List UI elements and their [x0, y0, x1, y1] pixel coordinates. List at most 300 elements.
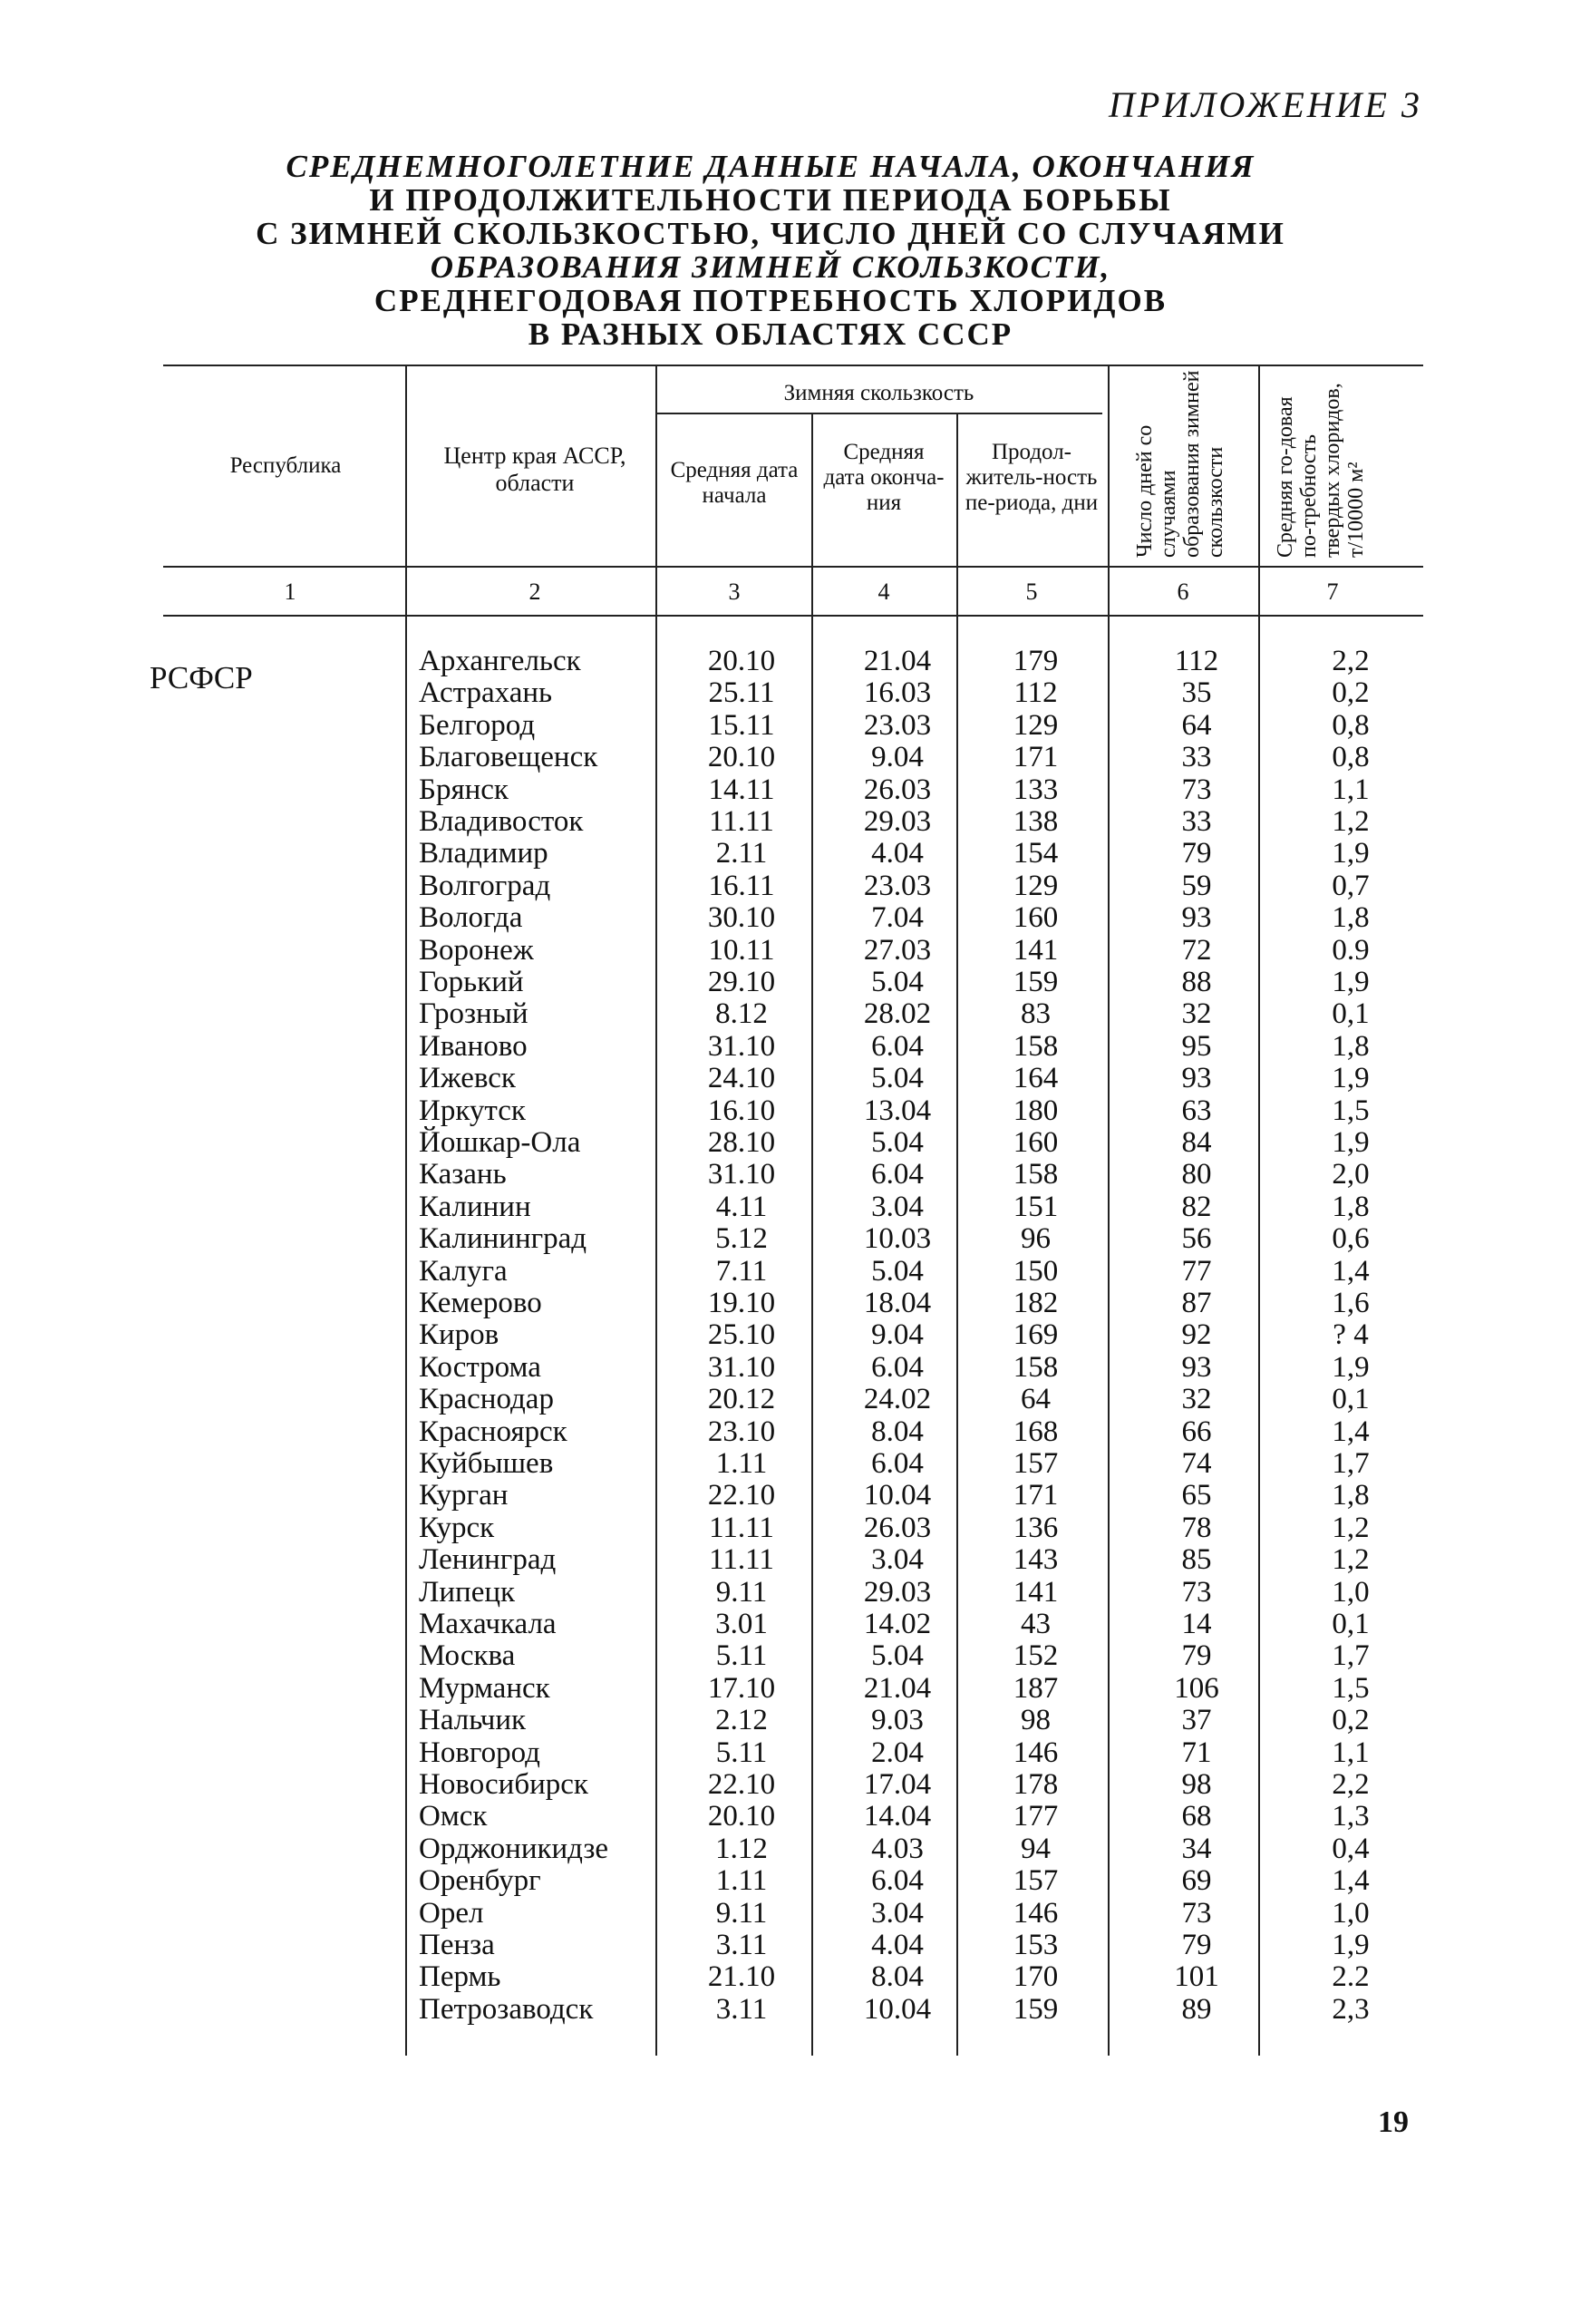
- duration-cell: 141: [1013, 933, 1059, 967]
- end-date-cell: 23.03: [863, 708, 932, 742]
- header-winter-slipperiness: Зимняя скользкость: [783, 381, 974, 405]
- start-date-cell: 14.11: [708, 773, 775, 806]
- end-date-cell: 26.03: [863, 1511, 932, 1544]
- chloride-need-cell: 1,9: [1332, 1062, 1370, 1095]
- days-count-cell: 98: [1181, 1768, 1212, 1801]
- republic-label: РСФСР: [150, 660, 253, 695]
- start-date-cell: 11.11: [709, 805, 774, 838]
- duration-cell: 187: [1013, 1671, 1059, 1705]
- title-line: И ПРОДОЛЖИТЕЛЬНОСТИ ПЕРИОДА БОРЬБЫ: [369, 182, 1172, 218]
- chloride-need-cell: 0,1: [1332, 997, 1370, 1031]
- chloride-need-cell: 1,8: [1332, 1190, 1370, 1223]
- city-cell: Курск: [419, 1511, 495, 1544]
- end-date-cell: 13.04: [863, 1094, 932, 1127]
- chloride-need-cell: 1,4: [1332, 1864, 1370, 1898]
- duration-cell: 133: [1013, 773, 1059, 806]
- end-date-cell: 6.04: [871, 1864, 924, 1898]
- start-date-cell: 21.10: [707, 1960, 776, 1994]
- city-cell: Иркутск: [419, 1094, 526, 1127]
- end-date-cell: 29.03: [863, 1575, 932, 1609]
- city-cell: Киров: [419, 1318, 499, 1352]
- table-row: [0, 1062, 1590, 1094]
- start-date-cell: 11.11: [709, 1543, 774, 1577]
- appendix-label: ПРИЛОЖЕНИЕ 3: [1109, 84, 1422, 125]
- start-date-cell: 9.11: [715, 1896, 768, 1930]
- chloride-need-cell: 0,1: [1332, 1383, 1370, 1416]
- end-date-cell: 4.03: [871, 1832, 924, 1865]
- table-row: [0, 1864, 1590, 1897]
- duration-cell: 129: [1013, 708, 1059, 742]
- end-date-cell: 24.02: [863, 1383, 932, 1416]
- start-date-cell: 20.10: [707, 1800, 776, 1833]
- duration-cell: 158: [1013, 1158, 1059, 1191]
- days-count-cell: 59: [1181, 869, 1212, 902]
- city-cell: Владивосток: [419, 805, 584, 838]
- duration-cell: 159: [1013, 1992, 1059, 2026]
- colnum-5: 5: [1025, 579, 1038, 605]
- duration-cell: 179: [1013, 645, 1059, 677]
- city-cell: Горький: [419, 966, 524, 998]
- header-bottom-rule: [163, 566, 1423, 568]
- table-row: [0, 1415, 1590, 1448]
- city-cell: Ленинград: [419, 1543, 557, 1577]
- colnum-1: 1: [284, 579, 296, 605]
- colnum-6: 6: [1177, 579, 1189, 605]
- colnum-bottom-rule: [163, 615, 1423, 617]
- start-date-cell: 31.10: [707, 1158, 776, 1191]
- chloride-need-cell: 1,5: [1332, 1671, 1370, 1705]
- table-row: [0, 1929, 1590, 1961]
- duration-cell: 164: [1013, 1062, 1059, 1095]
- table-row: [0, 1191, 1590, 1223]
- duration-cell: 152: [1013, 1639, 1059, 1673]
- chloride-need-cell: 1,1: [1332, 773, 1370, 806]
- duration-cell: 169: [1013, 1318, 1059, 1352]
- end-date-cell: 9.04: [871, 1318, 924, 1352]
- days-count-cell: 92: [1181, 1318, 1212, 1352]
- table-row: [0, 870, 1590, 902]
- duration-cell: 129: [1013, 869, 1059, 902]
- days-count-cell: 63: [1181, 1094, 1212, 1127]
- city-cell: Москва: [419, 1639, 516, 1673]
- city-cell: Пенза: [419, 1929, 495, 1961]
- page-number: 19: [1378, 2105, 1409, 2139]
- table-row: [0, 837, 1590, 870]
- table-row: [0, 1383, 1590, 1415]
- duration-cell: 158: [1013, 1350, 1059, 1384]
- start-date-cell: 22.10: [707, 1768, 776, 1801]
- end-date-cell: 8.04: [871, 1960, 924, 1994]
- end-date-cell: 10.04: [863, 1992, 932, 2026]
- duration-cell: 157: [1013, 1447, 1059, 1480]
- city-cell: Красноярск: [419, 1415, 567, 1448]
- end-date-cell: 18.04: [863, 1287, 932, 1319]
- city-cell: Новгород: [419, 1736, 540, 1769]
- table-row: [0, 1672, 1590, 1705]
- colnum-3: 3: [728, 579, 741, 605]
- chloride-need-cell: 1,8: [1332, 1029, 1370, 1063]
- duration-cell: 64: [1021, 1383, 1051, 1416]
- end-date-cell: 26.03: [863, 773, 932, 806]
- table-row: [0, 1800, 1590, 1833]
- title-line: СРЕДНЕМНОГОЛЕТНИЕ ДАННЫЕ НАЧАЛА, ОКОНЧАНИЯ: [286, 149, 1256, 184]
- duration-cell: 160: [1013, 901, 1059, 935]
- group-rule: [655, 413, 1102, 414]
- table-row: [0, 1447, 1590, 1480]
- chloride-need-cell: 1,7: [1332, 1447, 1370, 1480]
- days-count-cell: 95: [1181, 1029, 1212, 1063]
- days-count-cell: 34: [1181, 1832, 1212, 1865]
- end-date-cell: 8.04: [871, 1415, 924, 1448]
- chloride-need-cell: 1,1: [1332, 1736, 1370, 1769]
- table-row: [0, 1512, 1590, 1544]
- header-center: Центр края АССР, области: [443, 442, 626, 496]
- table-row: [0, 934, 1590, 967]
- chloride-need-cell: 2,3: [1332, 1992, 1370, 2026]
- duration-cell: 180: [1013, 1094, 1059, 1127]
- duration-cell: 154: [1013, 837, 1059, 870]
- chloride-need-cell: 1,4: [1332, 1254, 1370, 1288]
- table-row: [0, 1897, 1590, 1930]
- city-cell: Калинин: [419, 1190, 531, 1223]
- duration-cell: 168: [1013, 1415, 1059, 1448]
- table-row: [0, 1833, 1590, 1865]
- end-date-cell: 6.04: [871, 1350, 924, 1384]
- chloride-need-cell: 1,6: [1332, 1287, 1370, 1319]
- chloride-need-cell: 1,8: [1332, 1479, 1370, 1512]
- days-count-cell: 112: [1174, 645, 1219, 677]
- title-line: СРЕДНЕГОДОВАЯ ПОТРЕБНОСТЬ ХЛОРИДОВ: [373, 283, 1168, 318]
- title-line: С ЗИМНЕЙ СКОЛЬЗКОСТЬЮ, ЧИСЛО ДНЕЙ СО СЛУЧАЯМИ: [256, 216, 1285, 251]
- start-date-cell: 3.01: [715, 1608, 768, 1640]
- table-row: [0, 676, 1590, 709]
- chloride-need-cell: 1,9: [1332, 1929, 1370, 1961]
- chloride-need-cell: 1,0: [1332, 1896, 1370, 1930]
- duration-cell: 157: [1013, 1864, 1059, 1898]
- start-date-cell: 25.10: [707, 1318, 776, 1352]
- city-cell: Нальчик: [419, 1704, 527, 1737]
- end-date-cell: 16.03: [863, 676, 932, 710]
- chloride-need-cell: 0,8: [1332, 741, 1370, 774]
- end-date-cell: 10.04: [863, 1479, 932, 1512]
- days-count-cell: 88: [1181, 966, 1212, 998]
- start-date-cell: 22.10: [707, 1479, 776, 1512]
- chloride-need-cell: 0,8: [1332, 708, 1370, 742]
- days-count-cell: 72: [1181, 933, 1212, 967]
- table-row: [0, 1576, 1590, 1609]
- chloride-need-cell: 2,2: [1332, 1768, 1370, 1801]
- end-date-cell: 5.04: [871, 1126, 924, 1159]
- days-count-cell: 80: [1181, 1158, 1212, 1191]
- chloride-need-cell: 1,9: [1332, 966, 1370, 998]
- start-date-cell: 19.10: [707, 1287, 776, 1319]
- chloride-need-cell: 1,8: [1332, 901, 1370, 935]
- city-cell: Ижевск: [419, 1062, 516, 1095]
- chloride-need-cell: 0,7: [1332, 869, 1370, 902]
- chloride-need-cell: 1,0: [1332, 1575, 1370, 1609]
- city-cell: Пермь: [419, 1960, 501, 1994]
- end-date-cell: 23.03: [863, 869, 932, 902]
- chloride-need-cell: 1,9: [1332, 837, 1370, 870]
- end-date-cell: 3.04: [871, 1543, 924, 1577]
- table-row: [0, 1158, 1590, 1191]
- duration-cell: 171: [1013, 1479, 1059, 1512]
- days-count-cell: 35: [1181, 676, 1212, 710]
- duration-cell: 158: [1013, 1029, 1059, 1063]
- days-count-cell: 93: [1181, 1350, 1212, 1384]
- end-date-cell: 14.02: [863, 1608, 932, 1640]
- chloride-need-cell: 0,2: [1332, 676, 1370, 710]
- colnum-4: 4: [877, 579, 890, 605]
- end-date-cell: 5.04: [871, 1254, 924, 1288]
- title-line: В РАЗНЫХ ОБЛАСТЯХ СССР: [528, 316, 1013, 352]
- start-date-cell: 31.10: [707, 1350, 776, 1384]
- chloride-need-cell: 2,2: [1332, 645, 1370, 677]
- table-row: [0, 1479, 1590, 1512]
- table-row: [0, 1993, 1590, 2026]
- duration-cell: 96: [1021, 1222, 1051, 1256]
- days-count-cell: 14: [1181, 1608, 1212, 1640]
- days-count-cell: 106: [1174, 1671, 1219, 1705]
- end-date-cell: 21.04: [863, 1671, 932, 1705]
- end-date-cell: 4.04: [871, 837, 924, 870]
- days-count-cell: 73: [1181, 1896, 1212, 1930]
- city-cell: Владимир: [419, 837, 548, 870]
- colnum-7: 7: [1326, 579, 1339, 605]
- days-count-cell: 79: [1181, 837, 1212, 870]
- days-count-cell: 73: [1181, 773, 1212, 806]
- start-date-cell: 16.11: [708, 869, 775, 902]
- duration-cell: 143: [1013, 1543, 1059, 1577]
- table-row: [0, 1608, 1590, 1640]
- header-chloride-need: Средняя го-довая по-требность твердых хлоридов, т/10000 м²: [1274, 383, 1368, 558]
- days-count-cell: 89: [1181, 1992, 1212, 2026]
- city-cell: Краснодар: [419, 1383, 554, 1416]
- table-row: [0, 901, 1590, 934]
- days-count-cell: 77: [1181, 1254, 1212, 1288]
- duration-cell: 150: [1013, 1254, 1059, 1288]
- header-start-date: Средняя дата начала: [670, 458, 799, 508]
- chloride-need-cell: 0,1: [1332, 1608, 1370, 1640]
- chloride-need-cell: 0,2: [1332, 1704, 1370, 1737]
- start-date-cell: 16.10: [707, 1094, 776, 1127]
- days-count-cell: 79: [1181, 1639, 1212, 1673]
- end-date-cell: 17.04: [863, 1768, 932, 1801]
- end-date-cell: 10.03: [863, 1222, 932, 1256]
- end-date-cell: 9.03: [871, 1704, 924, 1737]
- start-date-cell: 3.11: [715, 1992, 768, 2026]
- duration-cell: 177: [1013, 1800, 1059, 1833]
- start-date-cell: 1.12: [715, 1832, 768, 1865]
- chloride-need-cell: 2,0: [1332, 1158, 1370, 1191]
- table-row: [0, 1287, 1590, 1319]
- city-cell: Благовещенск: [419, 741, 598, 774]
- document-title: [208, 150, 1333, 351]
- end-date-cell: 5.04: [871, 1062, 924, 1095]
- table-row: [0, 997, 1590, 1030]
- start-date-cell: 15.11: [708, 708, 775, 742]
- duration-cell: 159: [1013, 966, 1059, 998]
- start-date-cell: 8.12: [715, 997, 768, 1031]
- city-cell: Калининград: [419, 1222, 587, 1256]
- start-date-cell: 29.10: [707, 966, 776, 998]
- days-count-cell: 69: [1181, 1864, 1212, 1898]
- start-date-cell: 10.11: [708, 933, 775, 967]
- end-date-cell: 9.04: [871, 741, 924, 774]
- days-count-cell: 74: [1181, 1447, 1212, 1480]
- chloride-need-cell: 1,3: [1332, 1800, 1370, 1833]
- table-row: [0, 805, 1590, 838]
- table-row: [0, 1126, 1590, 1159]
- days-count-cell: 87: [1181, 1287, 1212, 1319]
- city-cell: Орел: [419, 1896, 484, 1930]
- start-date-cell: 25.11: [708, 676, 775, 710]
- city-cell: Калуга: [419, 1254, 508, 1288]
- start-date-cell: 4.11: [715, 1190, 768, 1223]
- city-cell: Брянск: [419, 773, 509, 806]
- end-date-cell: 3.04: [871, 1190, 924, 1223]
- start-date-cell: 30.10: [707, 901, 776, 935]
- start-date-cell: 23.10: [707, 1415, 776, 1448]
- table-row: [0, 1222, 1590, 1255]
- city-cell: Казань: [419, 1158, 507, 1191]
- days-count-cell: 78: [1181, 1511, 1212, 1544]
- days-count-cell: 82: [1181, 1190, 1212, 1223]
- chloride-need-cell: 1,7: [1332, 1639, 1370, 1673]
- table-row: [0, 773, 1590, 806]
- days-count-cell: 93: [1181, 901, 1212, 935]
- start-date-cell: 17.10: [707, 1671, 776, 1705]
- days-count-cell: 32: [1181, 997, 1212, 1031]
- start-date-cell: 1.11: [715, 1447, 768, 1480]
- start-date-cell: 28.10: [707, 1126, 776, 1159]
- city-cell: Куйбышев: [419, 1447, 554, 1480]
- city-cell: Курган: [419, 1479, 509, 1512]
- start-date-cell: 20.10: [707, 645, 776, 677]
- city-cell: Орджоникидзе: [419, 1832, 609, 1865]
- chloride-need-cell: ? 4: [1333, 1318, 1369, 1352]
- start-date-cell: 5.11: [715, 1639, 768, 1673]
- days-count-cell: 68: [1181, 1800, 1212, 1833]
- duration-cell: 182: [1013, 1287, 1059, 1319]
- duration-cell: 178: [1013, 1768, 1059, 1801]
- city-cell: Волгоград: [419, 869, 551, 902]
- duration-cell: 153: [1013, 1929, 1059, 1961]
- duration-cell: 43: [1021, 1608, 1051, 1640]
- table-top-rule: [163, 365, 1423, 366]
- city-cell: Петрозаводск: [419, 1992, 594, 2026]
- start-date-cell: 2.11: [715, 837, 768, 870]
- table-row: [0, 1030, 1590, 1063]
- end-date-cell: 29.03: [863, 805, 932, 838]
- start-date-cell: 7.11: [715, 1254, 768, 1288]
- end-date-cell: 27.03: [863, 933, 932, 967]
- days-count-cell: 33: [1181, 741, 1212, 774]
- title-line: ОБРАЗОВАНИЯ ЗИМНЕЙ СКОЛЬЗКОСТИ,: [430, 249, 1111, 285]
- duration-cell: 94: [1021, 1832, 1051, 1865]
- city-cell: Архангельск: [419, 645, 581, 677]
- chloride-need-cell: 1,2: [1332, 1511, 1370, 1544]
- end-date-cell: 6.04: [871, 1158, 924, 1191]
- chloride-need-cell: 1,5: [1332, 1094, 1370, 1127]
- days-count-cell: 73: [1181, 1575, 1212, 1609]
- end-date-cell: 14.04: [863, 1800, 932, 1833]
- end-date-cell: 5.04: [871, 1639, 924, 1673]
- end-date-cell: 5.04: [871, 966, 924, 998]
- duration-cell: 151: [1013, 1190, 1059, 1223]
- start-date-cell: 24.10: [707, 1062, 776, 1095]
- city-cell: Вологда: [419, 901, 523, 935]
- end-date-cell: 6.04: [871, 1029, 924, 1063]
- city-cell: Махачкала: [419, 1608, 557, 1640]
- city-cell: Кострома: [419, 1350, 541, 1384]
- start-date-cell: 20.12: [707, 1383, 776, 1416]
- city-cell: Воронеж: [419, 933, 534, 967]
- table-row: [0, 1351, 1590, 1384]
- chloride-need-cell: 1,2: [1332, 805, 1370, 838]
- duration-cell: 98: [1021, 1704, 1051, 1737]
- start-date-cell: 20.10: [707, 741, 776, 774]
- duration-cell: 146: [1013, 1896, 1059, 1930]
- header-duration: Продол-житель-ность пе-риода, дни: [965, 440, 1099, 515]
- table-row: [0, 1543, 1590, 1576]
- chloride-need-cell: 0,6: [1332, 1222, 1370, 1256]
- city-cell: Грозный: [419, 997, 528, 1031]
- header-end-date: Средняя дата оконча-ния: [823, 440, 945, 515]
- duration-cell: 112: [1013, 676, 1058, 710]
- table-row: [0, 1704, 1590, 1736]
- end-date-cell: 21.04: [863, 645, 932, 677]
- city-cell: Кемерово: [419, 1287, 542, 1319]
- duration-cell: 170: [1013, 1960, 1059, 1994]
- chloride-need-cell: 1,9: [1332, 1126, 1370, 1159]
- chloride-need-cell: 1,2: [1332, 1543, 1370, 1577]
- city-cell: Белгород: [419, 708, 536, 742]
- end-date-cell: 28.02: [863, 997, 932, 1031]
- days-count-cell: 101: [1174, 1960, 1219, 1994]
- chloride-need-cell: 0.9: [1332, 933, 1370, 967]
- days-count-cell: 79: [1181, 1929, 1212, 1961]
- city-cell: Оренбург: [419, 1864, 541, 1898]
- end-date-cell: 2.04: [871, 1736, 924, 1769]
- colnum-2: 2: [528, 579, 541, 605]
- city-cell: Новосибирск: [419, 1768, 588, 1801]
- table-row: [0, 1318, 1590, 1351]
- table-row: [0, 1094, 1590, 1127]
- chloride-need-cell: 0,4: [1332, 1832, 1370, 1865]
- end-date-cell: 4.04: [871, 1929, 924, 1961]
- table-row: [0, 1736, 1590, 1769]
- table-row: [0, 741, 1590, 773]
- city-cell: Астрахань: [419, 676, 553, 710]
- start-date-cell: 11.11: [709, 1511, 774, 1544]
- duration-cell: 146: [1013, 1736, 1059, 1769]
- end-date-cell: 3.04: [871, 1896, 924, 1930]
- end-date-cell: 7.04: [871, 901, 924, 935]
- start-date-cell: 5.12: [715, 1222, 768, 1256]
- chloride-need-cell: 2.2: [1332, 1960, 1370, 1994]
- table-row: [0, 645, 1590, 677]
- days-count-cell: 65: [1181, 1479, 1212, 1512]
- days-count-cell: 37: [1181, 1704, 1212, 1737]
- city-cell: Омск: [419, 1800, 488, 1833]
- table-row: [0, 1768, 1590, 1801]
- header-republic: Республика: [229, 453, 342, 478]
- city-cell: Йошкар-Ола: [419, 1126, 581, 1159]
- days-count-cell: 66: [1181, 1415, 1212, 1448]
- start-date-cell: 1.11: [715, 1864, 768, 1898]
- table-row: [0, 1639, 1590, 1672]
